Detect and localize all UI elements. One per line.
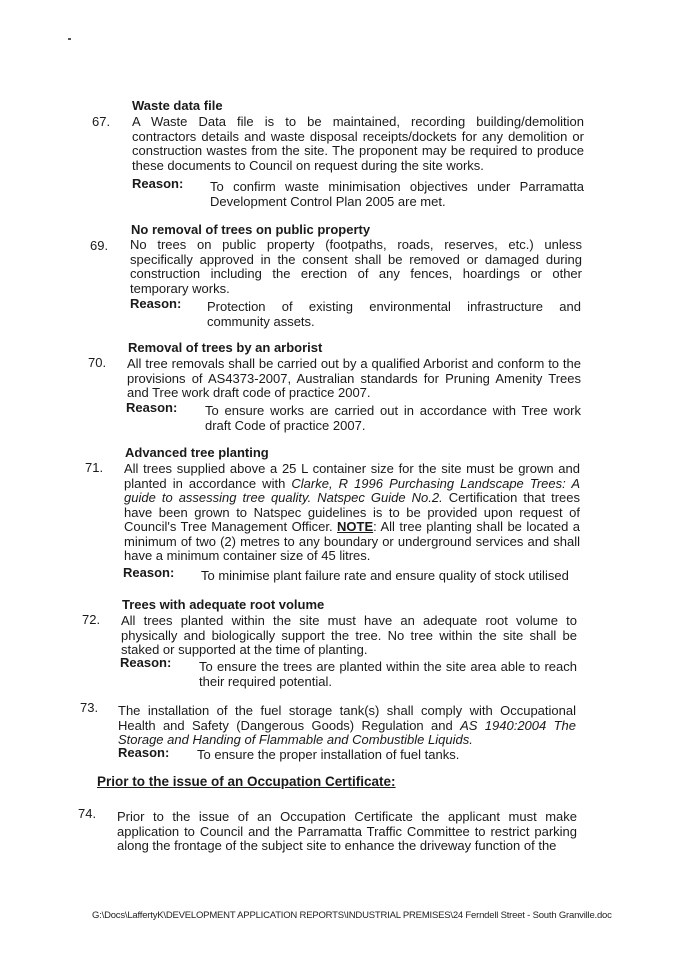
condition-number: 69.	[90, 238, 109, 253]
section-title: Prior to the issue of an Occupation Certificate:	[97, 774, 396, 789]
condition-number: 72.	[82, 612, 101, 627]
reason-text: To ensure works are carried out in accordance with Tree work draft Code of practice 2007.	[205, 403, 581, 433]
reason-text: To confirm waste minimisation objectives under Parramatta Development Control Plan 2005 are met.	[210, 179, 584, 209]
reason-label: Reason:	[126, 400, 178, 415]
condition-text: No trees on public property (footpaths, roads, reserves, etc.) unless specifically approved in the consent shall be removed or damaged during construction including the erection of any fences, hoardings or other temporary works.	[130, 237, 582, 296]
condition-text: All trees planted within the site must have an adequate root volume to physically and biologically support the tree. No tree within the site shall be staked or supported at the time of planting.	[121, 613, 577, 657]
reason-label: Reason:	[130, 296, 182, 311]
condition-text-part: : All tree planting shall be located a minimum of two (2) metres to any boundary or underground services and shall have a minimum container size of 45 litres.	[124, 519, 580, 563]
condition-text	[118, 704, 576, 748]
reason-text: To minimise plant failure rate and ensure quality of stock utilised	[201, 568, 569, 583]
condition-text-part: All trees supplied above a 25 L container size for the site must be grown and planted in accordance with	[124, 461, 580, 491]
footer-file-path: G:\Docs\LaffertyK\DEVELOPMENT APPLICATION REPORTS\INDUSTRIAL PREMISES\24 Ferndell Street - South Granville.doc	[92, 910, 612, 921]
condition-number: 74.	[78, 806, 97, 821]
condition-citation: Clarke, R 1996 Purchasing Landscape Trees: A guide to assessing tree quality. Natspec Guide No.2.	[124, 475, 580, 505]
condition-heading: Advanced tree planting	[125, 445, 269, 460]
reason-label: Reason:	[118, 745, 170, 760]
condition-number: 70.	[88, 355, 107, 370]
condition-text: All tree removals shall be carried out by a qualified Arborist and conform to the provisions of AS4373-2007, Australian standards for Pruning Amenity Trees and Tree work draft code of practice 2007.	[127, 356, 581, 400]
reason-label: Reason:	[132, 176, 184, 191]
condition-number: 71.	[85, 460, 104, 475]
reason-text: To ensure the trees are planted within the site area able to reach their required potential.	[199, 659, 577, 689]
condition-number: 73.	[80, 700, 99, 715]
condition-text: A Waste Data file is to be maintained, recording building/demolition contractors details and waste disposal receipts/dockets for any demolition or construction wastes from the site. The proponent may be required to produce these documents to Council on request during the site works.	[132, 114, 584, 173]
condition-text-part: Certification that trees have been grown to Natspec guidelines is to be provided upon request of Council's Tree Management Officer.	[124, 490, 580, 534]
reason-text: To ensure the proper installation of fuel tanks.	[197, 747, 460, 762]
condition-heading: Trees with adequate root volume	[122, 597, 325, 612]
reason-label: Reason:	[120, 655, 172, 670]
condition-citation: AS 1940:2004 The Storage and Handing of Flammable and Combustible Liquids.	[118, 717, 576, 747]
reason-text: Protection of existing environmental infrastructure and community assets.	[207, 299, 581, 329]
note-label: NOTE	[337, 519, 374, 534]
condition-text: Prior to the issue of an Occupation Certificate the applicant must make application to Council and the Parramatta Traffic Committee to restrict parking along the frontage of the subject site to enhance the driveway function of the	[117, 809, 577, 853]
condition-text	[124, 462, 580, 564]
condition-heading: Waste data file	[132, 98, 223, 113]
condition-heading: No removal of trees on public property	[131, 222, 371, 237]
scan-mark	[68, 38, 71, 40]
reason-label: Reason:	[123, 565, 175, 580]
condition-heading: Removal of trees by an arborist	[128, 340, 323, 355]
condition-number: 67.	[92, 114, 111, 129]
condition-text-part: The installation of the fuel storage tank(s) shall comply with Occupational Health and Safety (Dangerous Goods) Regulation and	[118, 703, 576, 733]
